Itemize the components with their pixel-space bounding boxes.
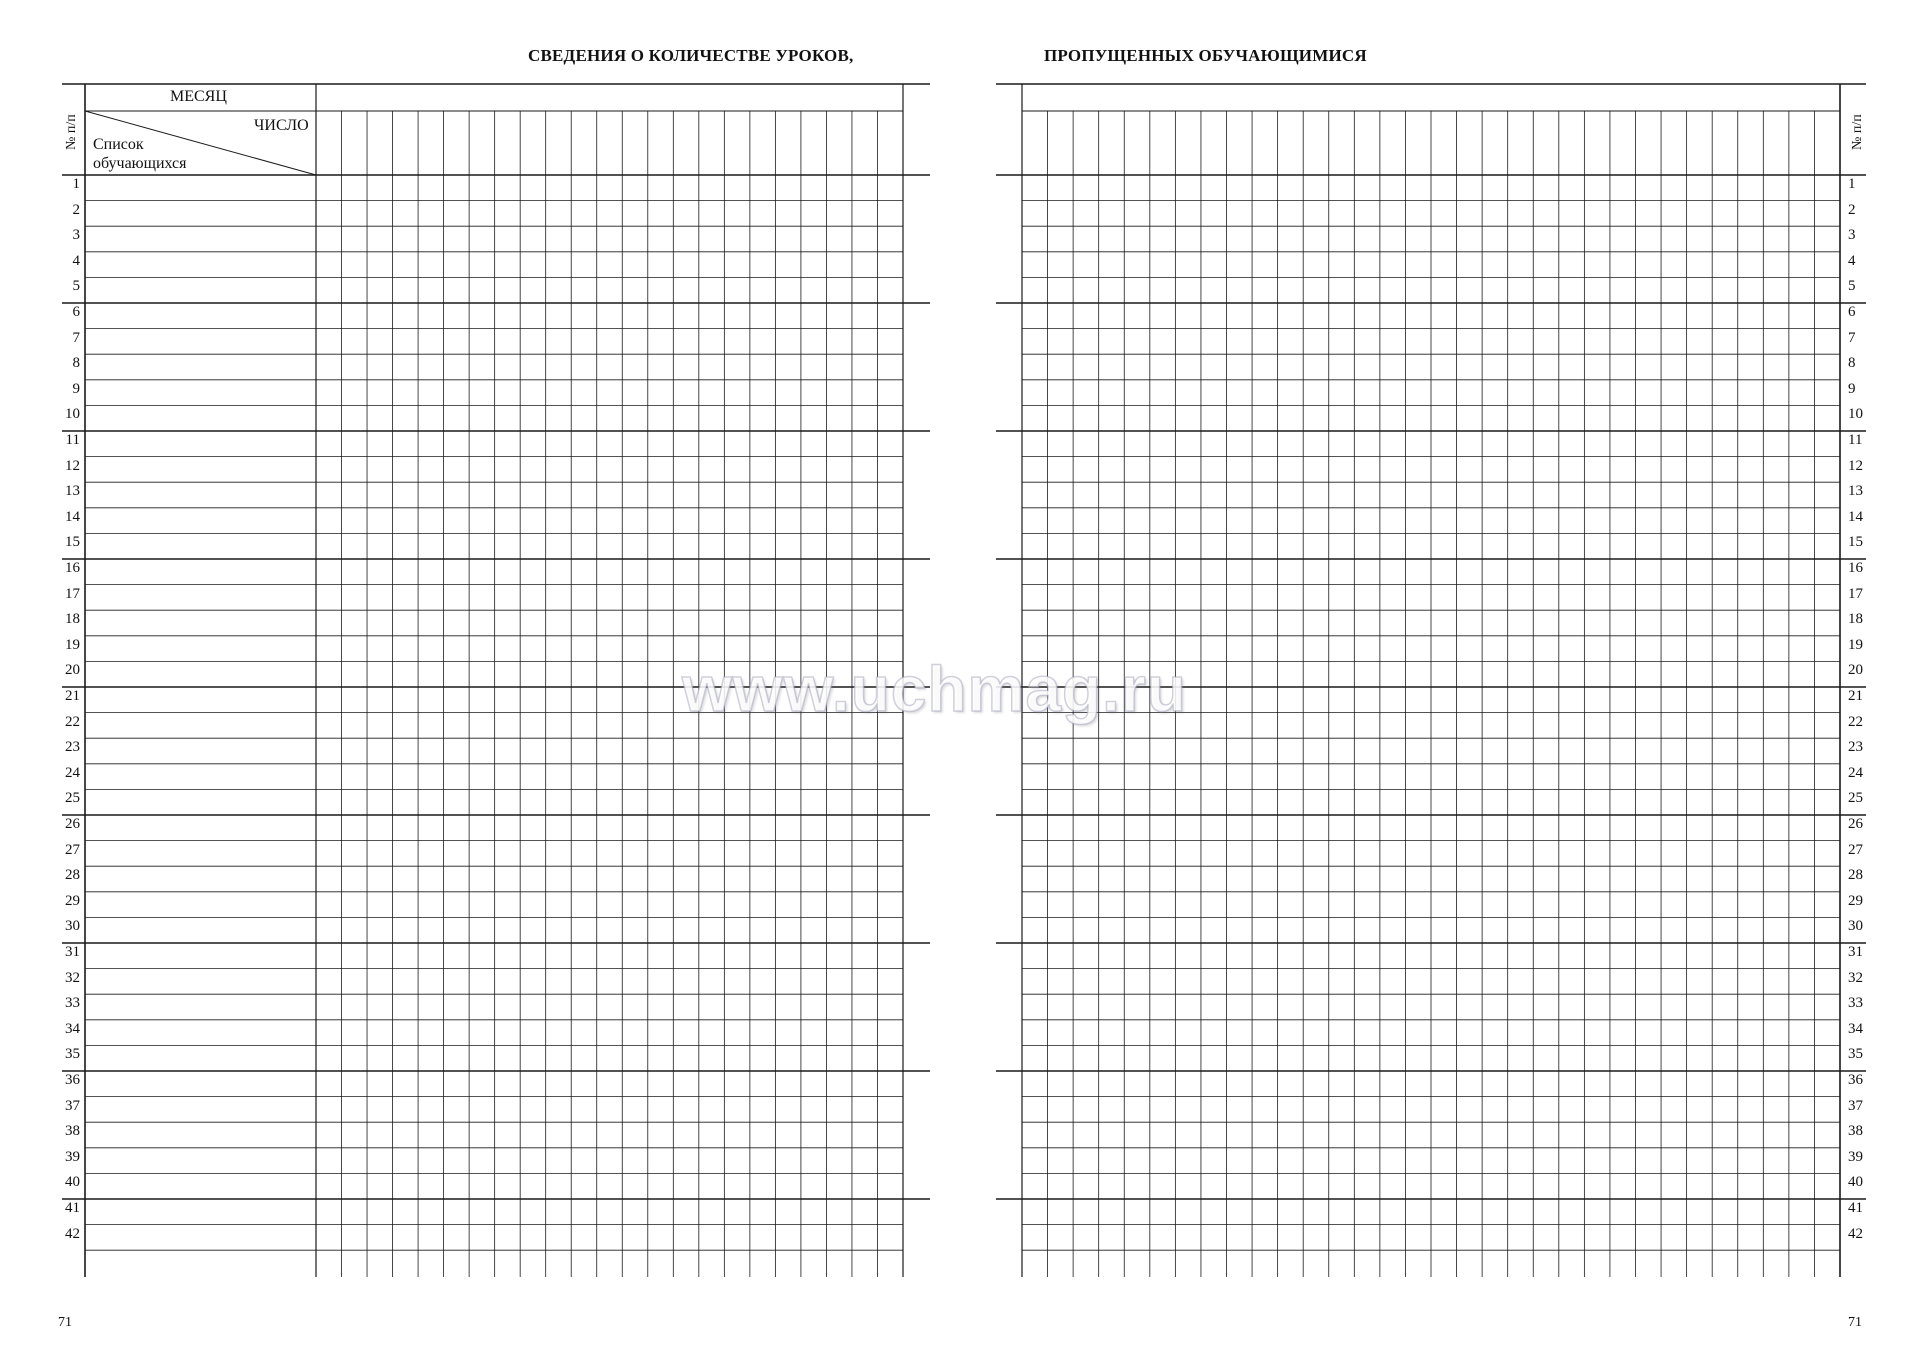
row-number-right: 9 [1848, 380, 1856, 397]
page-title-right: ПРОПУЩЕННЫХ ОБУЧАЮЩИМИСЯ [1044, 46, 1367, 65]
row-number-right: 6 [1848, 304, 1856, 320]
row-number-left: 39 [65, 1148, 80, 1165]
row-number-left: 12 [65, 457, 80, 474]
row-number-left: 38 [65, 1123, 80, 1140]
row-number-right: 10 [1848, 406, 1863, 423]
row-number-left: 2 [72, 201, 80, 218]
row-number-right: 13 [1848, 483, 1863, 500]
row-number-left: 34 [65, 1020, 80, 1037]
row-number-right: 19 [1848, 636, 1863, 653]
row-number-right: 14 [1848, 508, 1863, 525]
row-number-right: 8 [1848, 355, 1856, 372]
row-number-right: 42 [1848, 1225, 1863, 1242]
row-number-left: 35 [65, 1046, 80, 1063]
page-number-right: 71 [1848, 1315, 1862, 1330]
index-column-header-left: № п/п [64, 114, 79, 150]
row-number-left: 36 [65, 1072, 80, 1088]
row-number-right: 29 [1848, 892, 1863, 909]
row-number-left: 33 [65, 995, 80, 1012]
row-number-right: 21 [1848, 688, 1863, 704]
row-number-right: 40 [1848, 1174, 1863, 1191]
row-number-right: 32 [1848, 969, 1863, 986]
month-header-label: МЕСЯЦ [170, 88, 227, 105]
row-number-right: 7 [1848, 329, 1856, 346]
row-number-right: 39 [1848, 1148, 1863, 1165]
row-number-left: 32 [65, 969, 80, 986]
row-number-right: 15 [1848, 534, 1863, 551]
page-title-left: СВЕДЕНИЯ О КОЛИЧЕСТВЕ УРОКОВ, [528, 46, 854, 65]
row-number-left: 11 [65, 432, 80, 448]
row-number-left: 5 [72, 278, 80, 295]
row-number-left: 42 [65, 1225, 80, 1242]
row-number-right: 37 [1848, 1097, 1863, 1114]
row-number-right: 41 [1848, 1200, 1863, 1216]
row-number-right: 5 [1848, 278, 1856, 295]
row-number-left: 41 [65, 1200, 80, 1216]
row-number-left: 24 [65, 764, 80, 781]
row-number-left: 15 [65, 534, 80, 551]
row-number-right: 33 [1848, 995, 1863, 1012]
row-number-left: 14 [65, 508, 80, 525]
row-number-right: 12 [1848, 457, 1863, 474]
row-number-left: 29 [65, 892, 80, 909]
row-number-right: 38 [1848, 1123, 1863, 1140]
row-number-right: 30 [1848, 918, 1863, 935]
row-number-right: 17 [1848, 585, 1863, 602]
row-number-left: 25 [65, 790, 80, 807]
row-number-left: 17 [65, 585, 80, 602]
row-number-right: 26 [1848, 816, 1863, 832]
row-number-right: 25 [1848, 790, 1863, 807]
row-number-right: 1 [1848, 176, 1856, 192]
row-number-left: 6 [72, 304, 80, 320]
row-number-left: 37 [65, 1097, 80, 1114]
row-number-left: 8 [72, 355, 80, 372]
row-number-right: 34 [1848, 1020, 1863, 1037]
row-number-left: 19 [65, 636, 80, 653]
row-number-left: 22 [65, 713, 80, 730]
row-number-right: 35 [1848, 1046, 1863, 1063]
row-number-right: 3 [1848, 227, 1856, 244]
row-number-right: 11 [1848, 432, 1863, 448]
row-number-left: 20 [65, 662, 80, 679]
row-number-left: 13 [65, 483, 80, 500]
index-column-header-right: № п/п [1850, 114, 1865, 150]
row-number-right: 20 [1848, 662, 1863, 679]
row-number-left: 16 [65, 560, 80, 576]
watermark: www.uchmag.ru [682, 653, 1187, 725]
row-number-left: 18 [65, 611, 80, 628]
student-list-header-label: Список обучающихся [93, 136, 187, 172]
row-number-left: 21 [65, 688, 80, 704]
row-number-right: 31 [1848, 944, 1863, 960]
row-number-left: 23 [65, 739, 80, 756]
row-number-left: 28 [65, 867, 80, 884]
row-number-left: 1 [72, 176, 80, 192]
row-number-right: 36 [1848, 1072, 1863, 1088]
row-number-left: 40 [65, 1174, 80, 1191]
row-number-right: 27 [1848, 841, 1863, 858]
row-number-left: 3 [72, 227, 80, 244]
row-number-right: 4 [1848, 252, 1856, 269]
row-number-left: 30 [65, 918, 80, 935]
row-number-left: 26 [65, 816, 80, 832]
row-number-left: 7 [72, 329, 80, 346]
row-number-right: 2 [1848, 201, 1856, 218]
row-number-right: 22 [1848, 713, 1863, 730]
row-number-right: 18 [1848, 611, 1863, 628]
row-number-right: 16 [1848, 560, 1863, 576]
row-number-left: 4 [72, 252, 80, 269]
row-number-left: 31 [65, 944, 80, 960]
row-number-right: 28 [1848, 867, 1863, 884]
page-number-left: 71 [58, 1315, 72, 1330]
date-header-label: ЧИСЛО [254, 117, 309, 134]
row-number-right: 23 [1848, 739, 1863, 756]
row-number-left: 9 [72, 380, 80, 397]
row-number-right: 24 [1848, 764, 1863, 781]
row-number-left: 27 [65, 841, 80, 858]
row-number-left: 10 [65, 406, 80, 423]
